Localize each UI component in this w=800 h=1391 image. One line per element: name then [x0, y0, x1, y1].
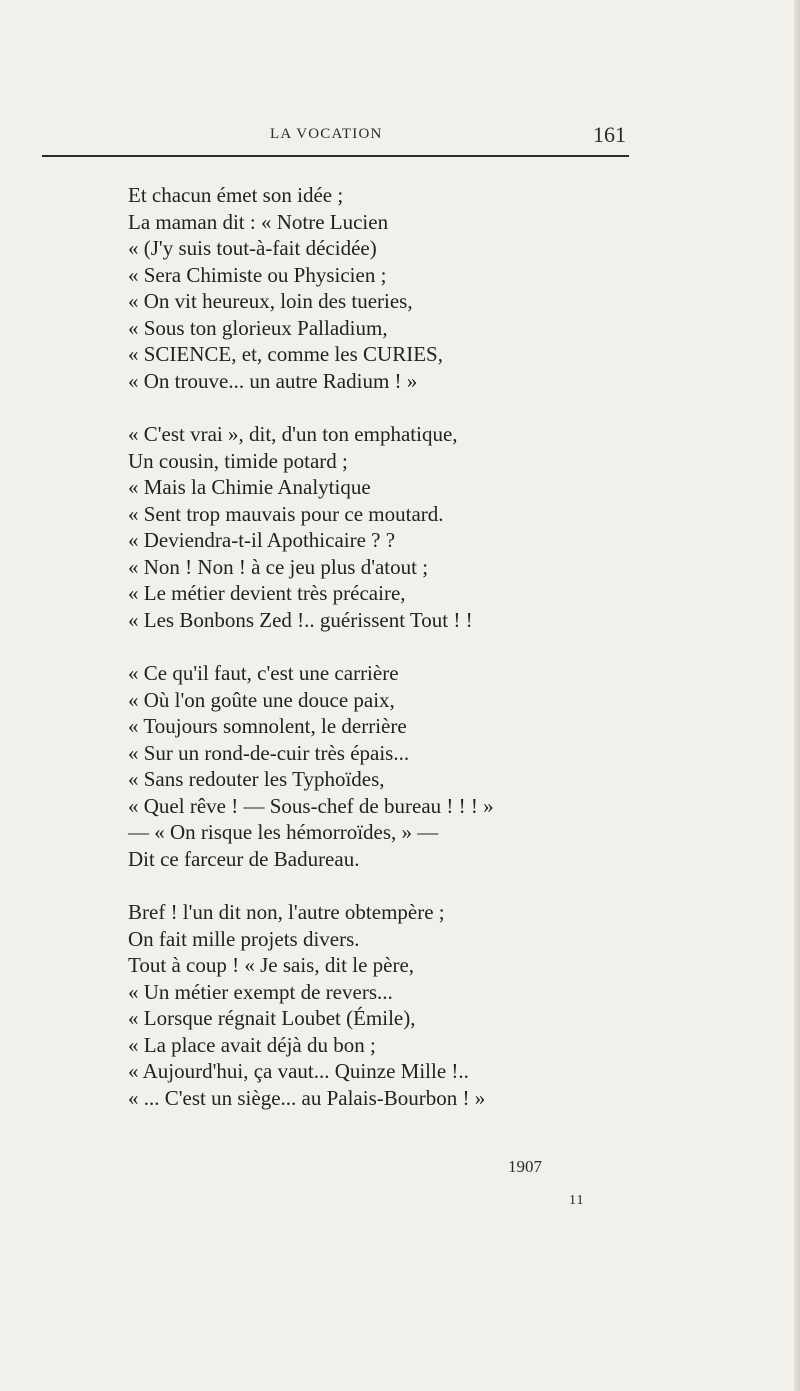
poem-date: 1907: [508, 1157, 542, 1176]
verse-line: « Sent trop mauvais pour ce moutard.: [128, 501, 444, 526]
verse-line: Tout à coup ! « Je sais, dit le père,: [128, 953, 415, 977]
verse-line: « Mais la Chimie Analytique: [128, 475, 371, 499]
page-edge: [794, 0, 800, 1391]
verse-line: « Un métier exempt de revers...: [128, 979, 393, 1004]
verse-line: « On vit heureux, loin des tueries,: [128, 289, 413, 313]
verse-line: « Les Bonbons Zed !.. guérissent Tout ! !: [128, 607, 473, 632]
verse-line: — « On risque les hémorroïdes, » —: [128, 820, 439, 844]
verse-line: La maman dit : « Notre Lucien: [128, 209, 389, 234]
verse-line: « ... C'est un siège... au Palais-Bourbon ! »: [128, 1085, 486, 1110]
verse-line: « Sous ton glorieux Palladium,: [128, 315, 388, 340]
verse-line: « Deviendra-t-il Apothicaire ? ?: [128, 528, 396, 552]
verse-line: Bref ! l'un dit non, l'autre obtempère ;: [128, 900, 445, 924]
signature-mark: 11: [569, 1193, 585, 1208]
stanza-4: [128, 899, 728, 1111]
verse-line: « Aujourd'hui, ça vaut... Quinze Mille !..: [128, 1059, 469, 1083]
verse-line: On fait mille projets divers.: [128, 926, 360, 951]
verse-line: « Sans redouter les Typhoïdes,: [128, 767, 385, 791]
stanza-3: [128, 660, 728, 872]
verse-line: Et chacun émet son idée ;: [128, 183, 344, 207]
verse-line: « Ce qu'il faut, c'est une carrière: [128, 661, 399, 685]
verse-line: « La place avait déjà du bon ;: [128, 1032, 376, 1057]
stanza-2: [128, 421, 728, 633]
verse-line: Dit ce farceur de Badureau.: [128, 846, 360, 871]
verse-line: « Où l'on goûte une douce paix,: [128, 687, 395, 712]
verse-line: « Le métier devient très précaire,: [128, 581, 406, 605]
verse-line: « Toujours somnolent, le derrière: [128, 714, 407, 738]
verse-line: « On trouve... un autre Radium ! »: [128, 368, 418, 393]
verse-line: « Non ! Non ! à ce jeu plus d'atout ;: [128, 554, 429, 579]
page-number: 161: [593, 122, 626, 147]
verse-line: « Sera Chimiste ou Physicien ;: [128, 262, 387, 287]
stanza-1: [128, 182, 728, 394]
verse-line: Un cousin, timide potard ;: [128, 448, 348, 473]
poem: [128, 182, 728, 1138]
verse-line: « C'est vrai », dit, d'un ton emphatique,: [128, 422, 458, 446]
running-head: [40, 122, 628, 150]
header-rule: [42, 155, 629, 157]
verse-line: « Sur un rond-de-cuir très épais...: [128, 740, 410, 765]
verse-line: « SCIENCE, et, comme les CURIES,: [128, 342, 443, 366]
verse-line: « (J'y suis tout-à-fait décidée): [128, 236, 377, 260]
verse-line: « Lorsque régnait Loubet (Émile),: [128, 1006, 416, 1030]
running-title: LA VOCATION: [270, 126, 383, 142]
verse-line: « Quel rêve ! — Sous-chef de bureau ! ! ! »: [128, 793, 494, 818]
